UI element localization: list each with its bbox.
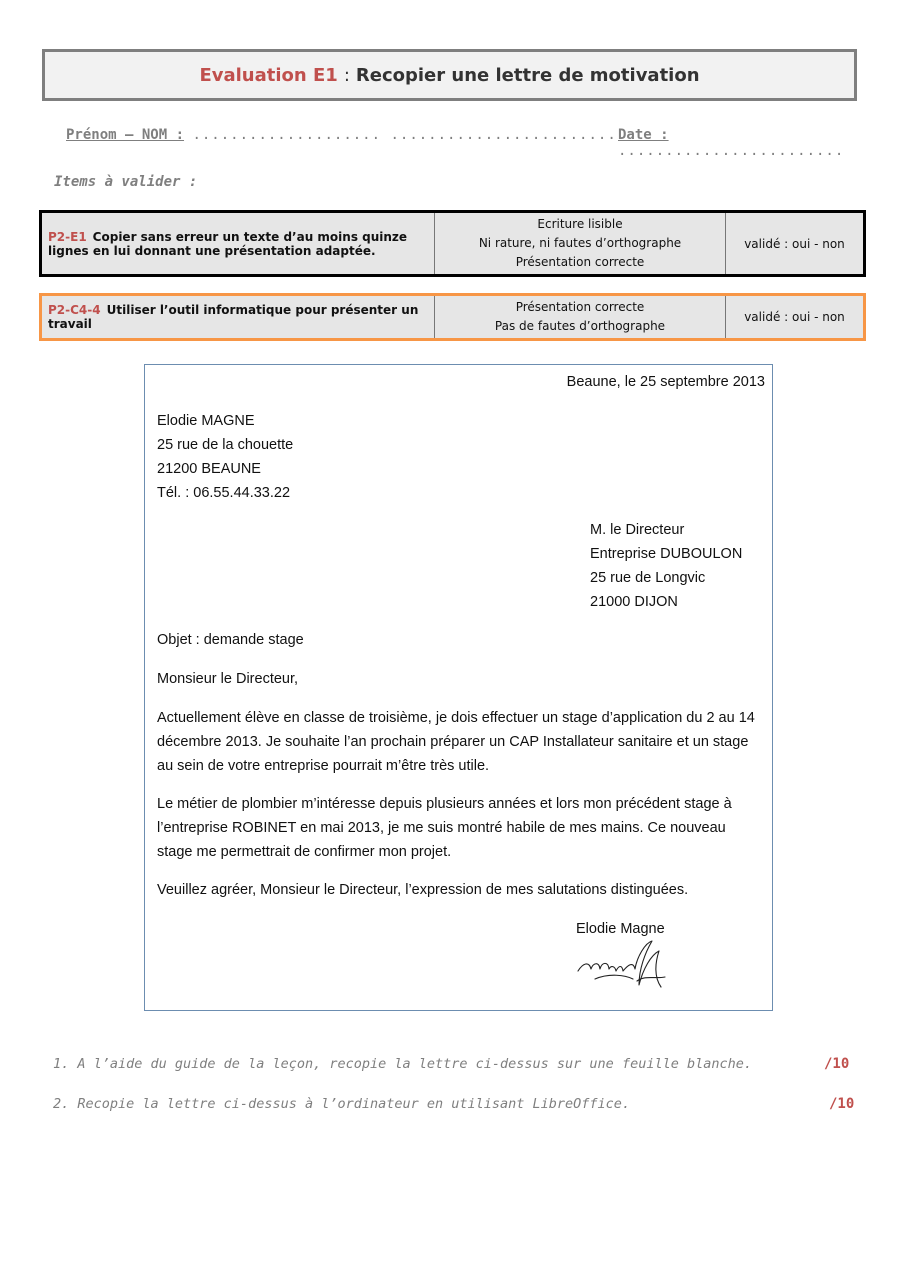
question-2: 2. Recopie la lettre ci-dessus à l’ordinateur en utilisant LibreOffice. [53,1096,631,1112]
item-1-code: P2-E1 [48,229,87,244]
title-main: Recopier une lettre de motivation [355,64,700,86]
title-prefix: Evaluation E1 [199,64,338,86]
item-1-validation: validé : oui - non [726,212,865,276]
sender-line: 21200 BEAUNE [157,461,261,477]
item-1-criterion: Ni rature, ni fautes d’orthographe [478,236,682,250]
handwritten-signature [575,935,675,995]
page-title [42,49,857,101]
letter-paragraph: Veuillez agréer, Monsieur le Directeur, l’expression de mes salutations distinguées. [157,882,689,898]
date-label: Date : [618,127,669,143]
sender-block [157,409,765,505]
letter-salutation: Monsieur le Directeur, [157,671,299,687]
item-1-description-cell [41,212,435,276]
letter-paragraph: Actuellement élève en classe de troisième, je dois effectuer un stage d’application du 2 au 14 décembre 2013. Je souhaite l’an prochain préparer un CAP Installateur sanitaire et un stage au sein de votre entreprise pourrait m’être très utile. [157,710,755,774]
item-2-validation: validé : oui - non [726,295,865,340]
item-table-1 [39,210,866,277]
recipient-line: M. le Directeur [590,522,685,538]
item-1-criterion: Ecriture lisible [537,217,623,231]
recipient-block [590,518,760,614]
recipient-line: 25 rue de Longvic [590,570,706,586]
item-2-description: Utiliser l’outil informatique pour présenter un travail [48,303,419,331]
sender-line: Tél. : 06.55.44.33.22 [157,485,291,501]
recipient-line: Entreprise DUBOULON [590,546,743,562]
letter-subject: Objet : demande stage [157,632,304,648]
item-1-criteria-cell [435,212,726,276]
letter-paragraph: Le métier de plombier m’intéresse depuis plusieurs années et lors mon précédent stage à l’entreprise ROBINET en mai 2013, je me suis montré habile de mes mains. Ce nouveau stage me permettrait de confirmer mon projet. [157,796,732,860]
sender-line: 25 rue de la chouette [157,437,294,453]
question-2-score: /10 [829,1096,855,1112]
letter-box [144,364,773,1011]
question-1: 1. A l’aide du guide de la leçon, recopie la lettre ci-dessus sur une feuille blanche. [53,1056,752,1072]
item-2-description-cell [41,295,435,340]
name-field [66,127,617,143]
title-separator: : [343,64,350,86]
sender-line: Elodie MAGNE [157,413,255,429]
item-1-description: Copier sans erreur un texte d’au moins quinze lignes en lui donnant une présentation adaptée. [48,229,408,258]
date-dots: ........................ [618,143,845,159]
item-2-criteria-cell [435,295,726,340]
item-table-2 [39,293,866,341]
letter-date: Beaune, le 25 septembre 2013 [566,374,765,390]
question-1-score: /10 [824,1056,850,1072]
item-2-criterion: Présentation correcte [515,300,645,314]
item-1-criterion: Présentation correcte [515,255,645,269]
date-field [618,127,902,159]
name-dots: .................... ........................ [192,127,617,143]
signature-name: Elodie Magne [576,921,665,937]
item-2-code: P2-C4-4 [48,303,101,317]
item-2-criterion: Pas de fautes d’orthographe [494,319,666,333]
name-label: Prénom – NOM : [66,127,185,143]
items-heading: Items à valider : [54,174,198,190]
recipient-line: 21000 DIJON [590,594,678,610]
